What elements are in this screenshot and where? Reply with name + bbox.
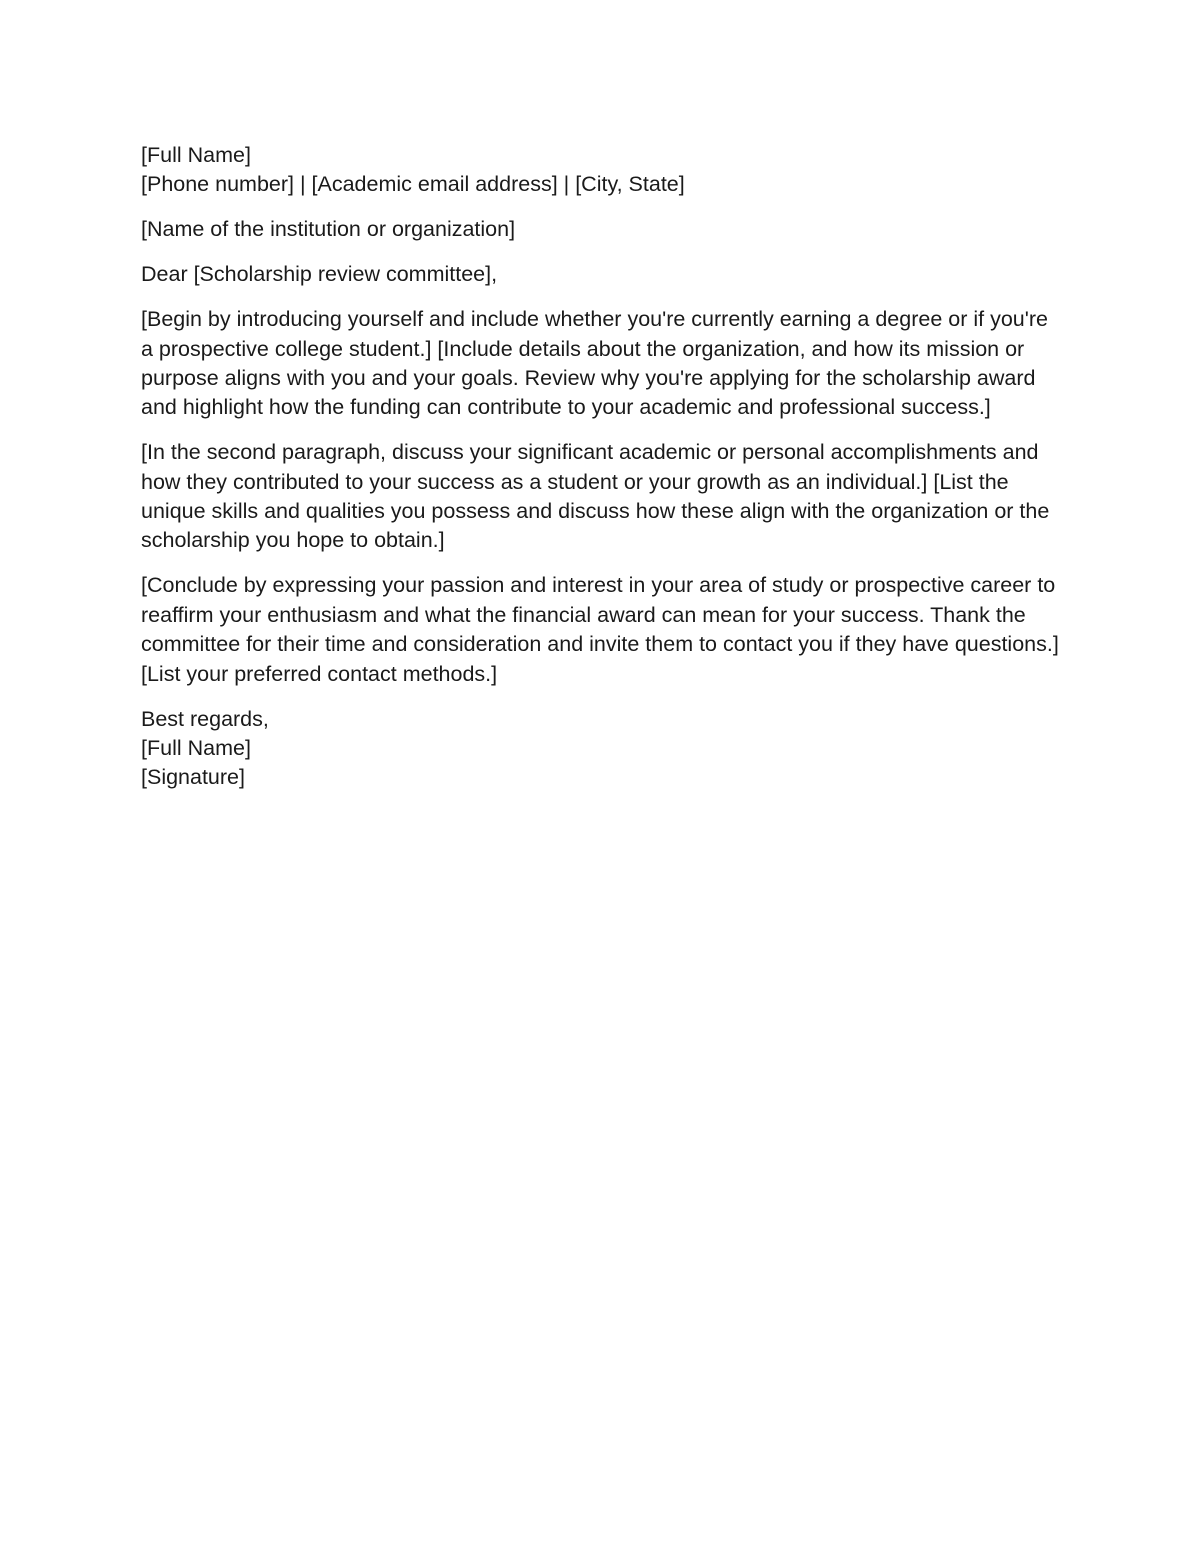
closing-full-name: [Full Name] — [141, 735, 251, 760]
signature-placeholder: [Signature] — [141, 765, 245, 790]
salutation: Dear [Scholarship review committee], — [141, 262, 498, 287]
letter-body — [141, 141, 1061, 808]
sender-full-name: [Full Name] — [141, 143, 251, 167]
sender-header — [141, 141, 1061, 200]
closing — [141, 705, 1061, 793]
body-paragraph-1: [Begin by introducing yourself and include whether you're currently earning a degree or if you're a prospective college student.] [Include details about the organization, and how its mission or purpose aligns with you and your goals. Review why you're applying for the scholarship award and highlight how the funding can contribute to your academic and professional success.] — [141, 307, 1048, 420]
body-paragraph-2: [In the second paragraph, discuss your significant academic or personal accomplishments and how they contributed to your success as a student or your growth as an individual.] [List the unique skills and qualities you possess and discuss how these align with the organization or the scholarship you hope to obtain.] — [141, 440, 1050, 553]
sender-contact-line: [Phone number] | [Academic email address] | [City, State] — [141, 172, 685, 197]
recipient-organization: [Name of the institution or organization] — [141, 217, 516, 242]
sign-off: Best regards, — [141, 706, 269, 731]
body-paragraph-3: [Conclude by expressing your passion and interest in your area of study or prospective career to reaffirm your enthusiasm and what the financial award can mean for your success. Thank the committee for their time and consideration and invite them to contact you if they have questions.] [List your preferred contact methods.] — [141, 573, 1059, 686]
